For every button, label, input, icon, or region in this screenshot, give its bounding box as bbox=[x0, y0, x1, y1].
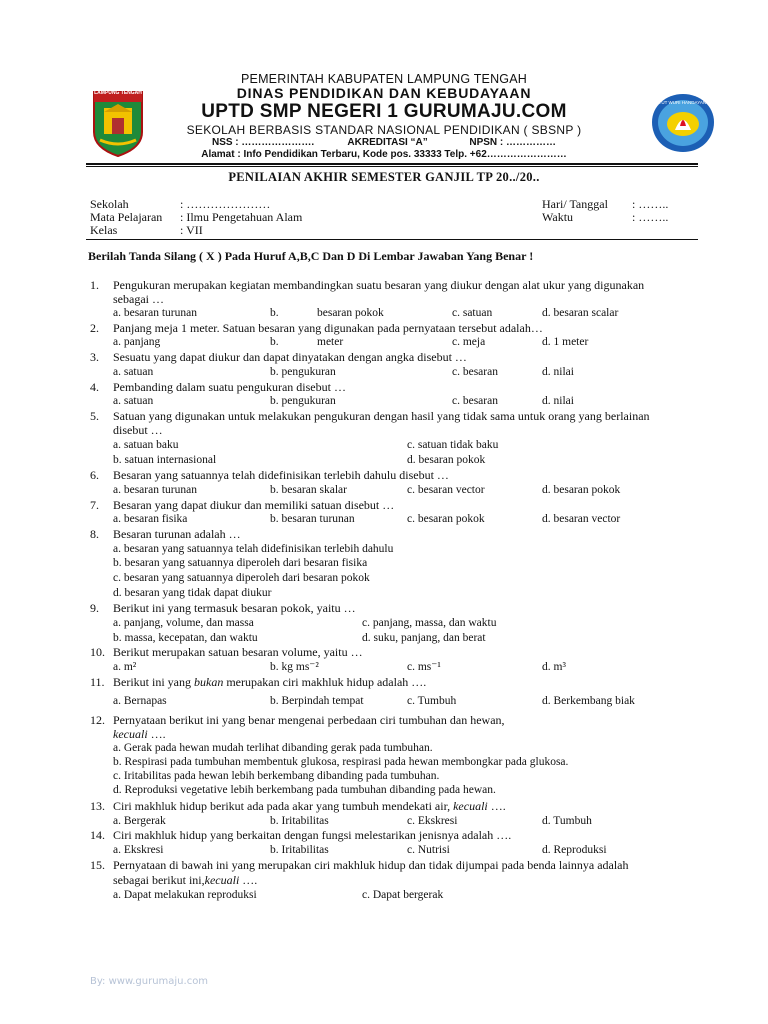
option-d: d. besaran pokok bbox=[542, 484, 621, 496]
question-text-part: Ciri makhluk hidup berikut ada pada akar yang tumbuh mendekati air, bbox=[113, 799, 454, 813]
option-b: b. Respirasi pada tumbuhan membentuk glukosa, respirasi pada hewan membongkar pada glukosa. bbox=[113, 756, 569, 768]
option-a: a. Ekskresi bbox=[113, 844, 164, 856]
option-c: c. besaran bbox=[452, 366, 498, 378]
option-c: c. meja bbox=[452, 336, 486, 348]
question-number: 4. bbox=[90, 380, 99, 394]
option-a: a. besaran yang satuannya telah didefinisikan terlebih dahulu bbox=[113, 543, 394, 555]
question-text: Ciri makhluk hidup yang berkaitan dengan fungsi melestarikan jenisnya adalah …. bbox=[113, 828, 512, 842]
option-d: d. Tumbuh bbox=[542, 815, 592, 827]
option-a: a. panjang bbox=[113, 336, 161, 348]
option-a: a. m² bbox=[113, 661, 137, 673]
option-c: c. Ekskresi bbox=[407, 815, 458, 827]
logo-left-text: LAMPUNG TENGAH bbox=[94, 90, 142, 96]
option-d: d. Reproduksi bbox=[542, 844, 607, 856]
option-b: b. besaran yang satuannya diperoleh dari besaran fisika bbox=[113, 557, 368, 569]
question-text-part: sebagai berikut ini, bbox=[113, 873, 205, 887]
question-text: disebut … bbox=[113, 423, 163, 437]
accreditation: AKREDITASI “A” bbox=[347, 137, 428, 148]
option-d: d. besaran vector bbox=[542, 513, 621, 525]
option-d: d. 1 meter bbox=[542, 336, 589, 348]
question-number: 11. bbox=[90, 675, 105, 689]
option-d: d. besaran scalar bbox=[542, 307, 619, 319]
option-b: b. besaran skalar bbox=[270, 484, 347, 496]
question-text: Panjang meja 1 meter. Satuan besaran yang digunakan pada pernyataan tersebut adalah… bbox=[113, 321, 543, 335]
question-text-part: …. bbox=[239, 873, 258, 887]
option-a: a. Bernapas bbox=[113, 695, 167, 707]
option-c: c. Iritabilitas pada hewan lebih berkembang dibanding pada tumbuhan. bbox=[113, 770, 440, 782]
footer-watermark: By: www.gurumaju.com bbox=[90, 976, 209, 987]
option-d: d. m³ bbox=[542, 661, 566, 673]
question-number: 9. bbox=[90, 601, 99, 615]
option-b: b. Berpindah tempat bbox=[270, 695, 364, 707]
option-c: c. besaran bbox=[452, 395, 498, 407]
question-text: Pembanding dalam suatu pengukuran disebut … bbox=[113, 380, 346, 394]
option-c: c. ms⁻¹ bbox=[407, 661, 441, 673]
question-text: Pernyataan di bawah ini yang merupakan ciri makhluk hidup dan tidak dijumpai pada benda lainnya adalah bbox=[113, 858, 629, 872]
question-text-part: …. bbox=[147, 727, 166, 741]
question-text-part: merupakan ciri makhluk hidup adalah …. bbox=[223, 675, 427, 689]
question-number: 1. bbox=[90, 278, 99, 292]
question-number: 7. bbox=[90, 498, 99, 512]
class-label: Kelas bbox=[90, 223, 118, 237]
option-a: a. besaran fisika bbox=[113, 513, 188, 525]
question-text: Pernyataan berikut ini yang benar mengenai perbedaan ciri tumbuhan dan hewan, bbox=[113, 713, 505, 727]
option-d: d. besaran yang tidak dapat diukur bbox=[113, 587, 272, 599]
government-name: PEMERINTAH KABUPATEN LAMPUNG TENGAH bbox=[241, 72, 527, 86]
emphasis-word: kecuali bbox=[113, 727, 148, 741]
question-number: 2. bbox=[90, 321, 99, 335]
option-c: c. besaran vector bbox=[407, 484, 485, 496]
time-value: : …….. bbox=[632, 210, 669, 224]
question-text bbox=[113, 873, 257, 887]
option-c: c. satuan bbox=[452, 307, 493, 319]
question-text: Berikut ini yang termasuk besaran pokok, yaitu … bbox=[113, 601, 356, 615]
logo-right-text: TUT WURI HANDAYANI bbox=[658, 100, 708, 105]
question-number: 14. bbox=[90, 828, 105, 842]
question-text: Besaran turunan adalah … bbox=[113, 527, 241, 541]
option-a: a. satuan baku bbox=[113, 439, 179, 451]
school-address: Alamat : Info Pendidikan Terbaru, Kode pos. 33333 Telp. +62…………………… bbox=[201, 149, 567, 160]
option-b: b. pengukuran bbox=[270, 395, 336, 407]
option-b: b. satuan internasional bbox=[113, 454, 217, 466]
option-a: a. satuan bbox=[113, 366, 154, 378]
subject-value: : Ilmu Pengetahuan Alam bbox=[180, 210, 303, 224]
question-number: 12. bbox=[90, 713, 105, 727]
option-c: c. satuan tidak baku bbox=[407, 439, 499, 451]
subject-label: Mata Pelajaran bbox=[90, 210, 163, 224]
school-name: UPTD SMP NEGERI 1 GURUMAJU.COM bbox=[201, 101, 567, 122]
emphasis-word: kecuali bbox=[204, 873, 240, 887]
school-codes bbox=[0, 137, 768, 148]
question-text-part: Berikut ini yang bbox=[113, 675, 194, 689]
option-d: d. Reproduksi vegetative lebih berkembang pada tumbuhan dibanding pada hewan. bbox=[113, 784, 496, 796]
question-number: 6. bbox=[90, 468, 99, 482]
date-label: Hari/ Tanggal bbox=[542, 197, 608, 211]
question-text: Satuan yang digunakan untuk melakukan pengukuran dengan hasil yang tidak sama untuk orang yang berlainan bbox=[113, 409, 650, 423]
option-a: a. Dapat melakukan reproduksi bbox=[113, 889, 257, 901]
question-number: 10. bbox=[90, 645, 105, 659]
question-number: 15. bbox=[90, 858, 105, 872]
class-value: : VII bbox=[180, 223, 203, 237]
option-b: b. bbox=[270, 307, 279, 319]
question-text: Besaran yang dapat diukur dan memiliki satuan disebut … bbox=[113, 498, 395, 512]
school-value: : ………………… bbox=[180, 197, 271, 211]
option-d: d. besaran pokok bbox=[407, 454, 486, 466]
option-a: a. besaran turunan bbox=[113, 484, 197, 496]
option-d: d. Berkembang biak bbox=[542, 695, 635, 707]
option-a: a. panjang, volume, dan massa bbox=[113, 617, 254, 629]
instruction: Berilah Tanda Silang ( X ) Pada Huruf A,B,C Dan D Di Lembar Jawaban Yang Benar ! bbox=[88, 249, 534, 263]
school-status: SEKOLAH BERBASIS STANDAR NASIONAL PENDIDIKAN ( SBSNP ) bbox=[186, 123, 582, 137]
option-c: c. Nutrisi bbox=[407, 844, 450, 856]
option-a: a. besaran turunan bbox=[113, 307, 197, 319]
option-b: b. bbox=[270, 336, 279, 348]
exam-title: PENILAIAN AKHIR SEMESTER GANJIL TP 20../20.. bbox=[228, 170, 540, 184]
emphasis-word: kecuali bbox=[453, 799, 488, 813]
question-text: sebagai … bbox=[113, 292, 164, 306]
school-label: Sekolah bbox=[90, 197, 129, 211]
time-label: Waktu bbox=[542, 210, 574, 224]
option-d: d. nilai bbox=[542, 395, 574, 407]
question-text-part: …. bbox=[487, 799, 506, 813]
npsn-field: NPSN : …………… bbox=[469, 137, 557, 148]
option-c: c. Tumbuh bbox=[407, 695, 457, 707]
option-d: d. suku, panjang, dan berat bbox=[362, 632, 486, 644]
header-rule-thin bbox=[86, 166, 698, 167]
date-value: : …….. bbox=[632, 197, 669, 211]
emphasis-word: bukan bbox=[194, 675, 224, 689]
option-a: a. Bergerak bbox=[113, 815, 166, 827]
option-b: b. besaran turunan bbox=[270, 513, 355, 525]
question-text: Berikut merupakan satuan besaran volume, yaitu … bbox=[113, 645, 363, 659]
agency-name: DINAS PENDIDIKAN DAN KEBUDAYAAN bbox=[236, 85, 532, 101]
option-d: d. nilai bbox=[542, 366, 574, 378]
option-b: b. pengukuran bbox=[270, 366, 336, 378]
option-a: a. Gerak pada hewan mudah terlihat dibanding gerak pada tumbuhan. bbox=[113, 742, 433, 754]
question-text bbox=[113, 727, 166, 741]
question-text: Besaran yang satuannya telah didefinisikan terlebih dahulu disebut … bbox=[113, 468, 449, 482]
option-b: b. Iritabilitas bbox=[270, 815, 329, 827]
question-number: 8. bbox=[90, 527, 99, 541]
option-c: c. besaran pokok bbox=[407, 513, 485, 525]
question-number: 13. bbox=[90, 799, 105, 813]
question-text bbox=[113, 799, 506, 813]
option-b: b. massa, kecepatan, dan waktu bbox=[113, 632, 258, 644]
question-text bbox=[113, 675, 426, 689]
option-b: b. kg ms⁻² bbox=[270, 661, 319, 673]
option-a: a. satuan bbox=[113, 395, 154, 407]
question-text: Sesuatu yang dapat diukur dan dapat dinyatakan dengan angka disebut … bbox=[113, 350, 467, 364]
nss-field: NSS : …………………. bbox=[211, 137, 315, 148]
option-c: c. panjang, massa, dan waktu bbox=[362, 617, 497, 629]
option-b-text: besaran pokok bbox=[317, 307, 384, 319]
option-c: c. Dapat bergerak bbox=[362, 889, 444, 901]
header-rule-thick bbox=[86, 163, 698, 165]
question-text: Pengukuran merupakan kegiatan membandingkan suatu besaran yang diukur dengan alat ukur yang digunakan bbox=[113, 278, 645, 292]
option-b: b. Iritabilitas bbox=[270, 844, 329, 856]
info-rule bbox=[86, 239, 698, 240]
question-number: 5. bbox=[90, 409, 99, 423]
option-c: c. besaran yang satuannya diperoleh dari besaran pokok bbox=[113, 572, 370, 584]
option-b-text: meter bbox=[317, 336, 344, 348]
question-number: 3. bbox=[90, 350, 99, 364]
